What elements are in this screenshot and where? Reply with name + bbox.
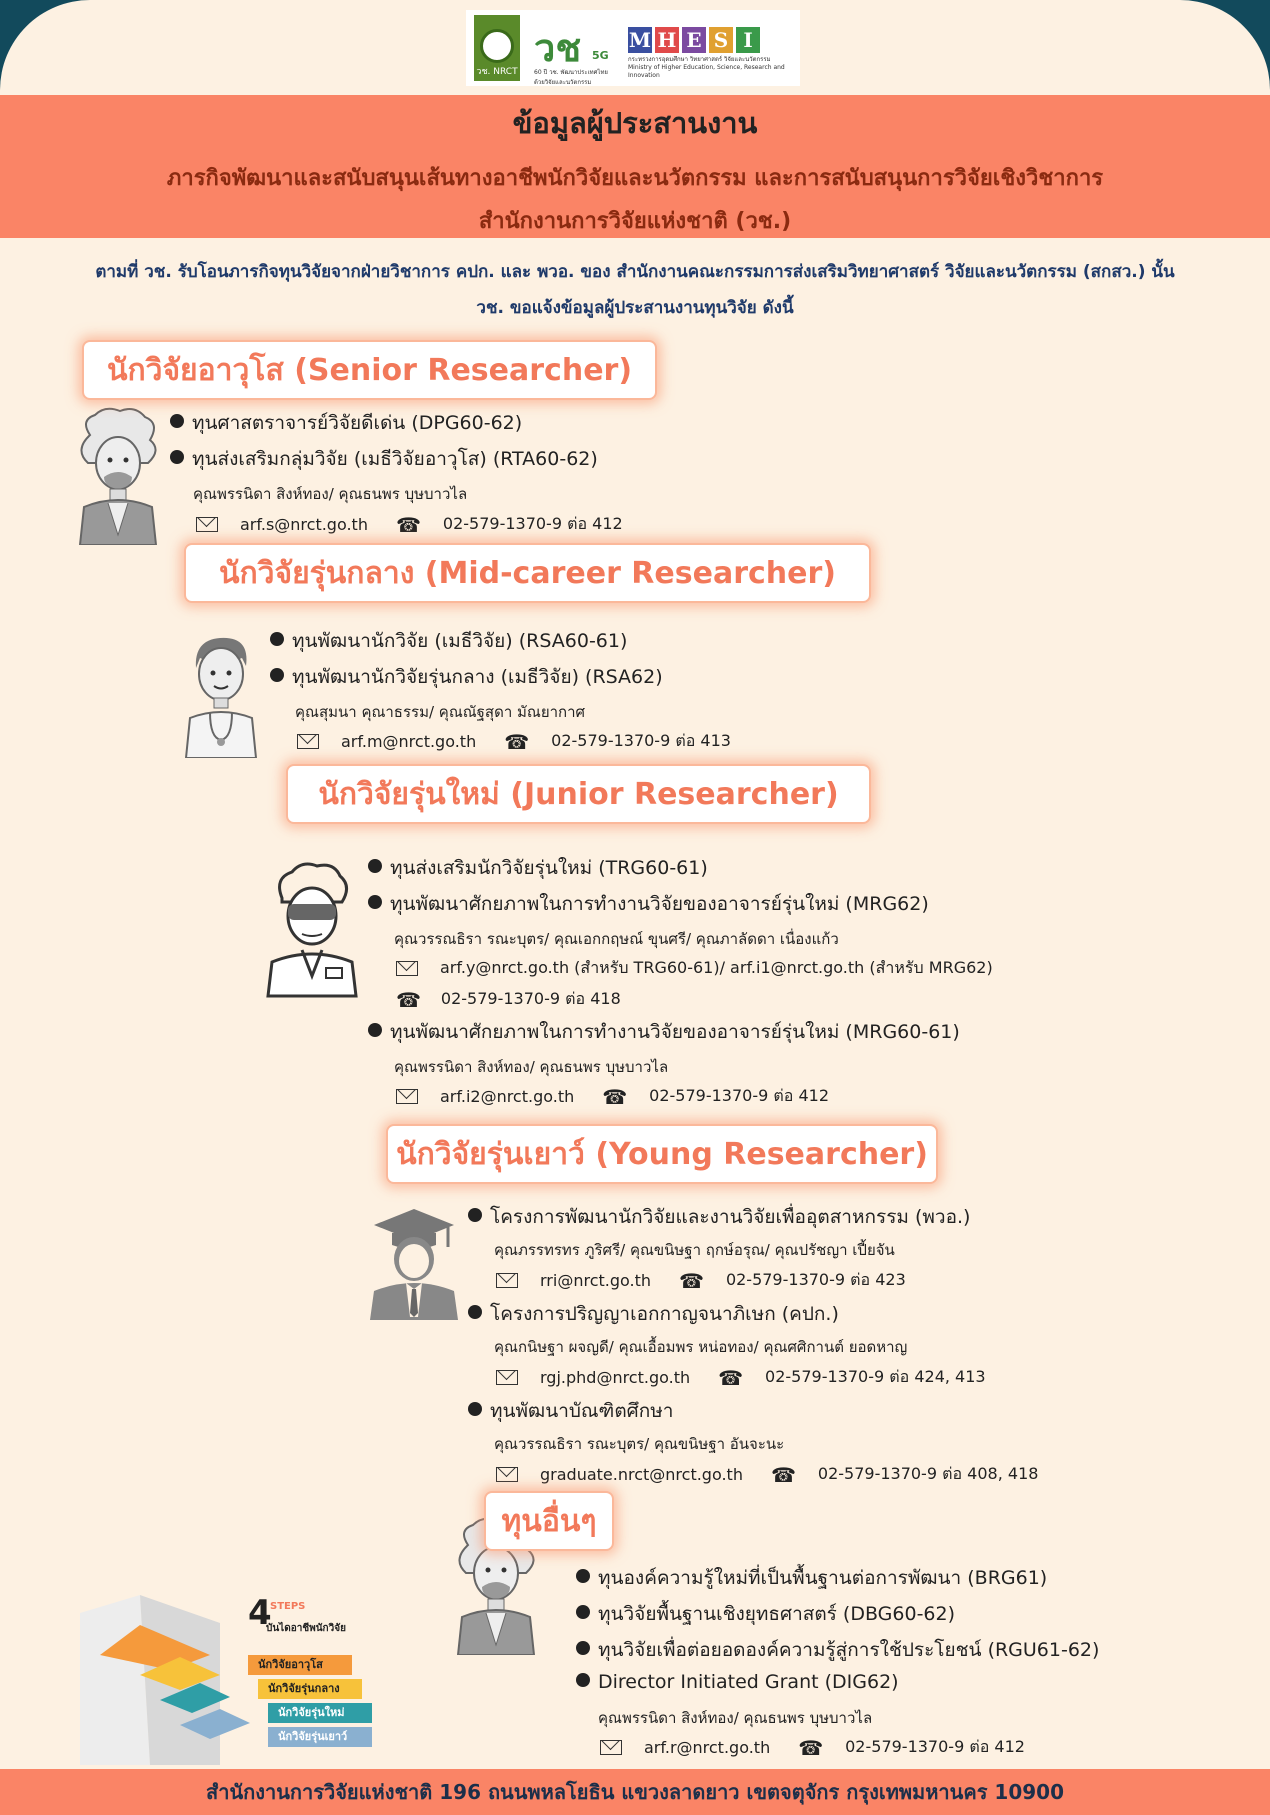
email-icon — [600, 1740, 622, 1755]
grant-item — [576, 1599, 955, 1629]
email-address[interactable]: arf.r@nrct.go.th — [644, 1738, 771, 1757]
nrct-logo — [472, 13, 522, 83]
mhesi-letter: E — [682, 27, 706, 53]
young-researcher-icon — [368, 1205, 460, 1320]
phone-number: 02-579-1370-9 ต่อ 413 — [551, 731, 731, 750]
junior-section-title: นักวิจัยรุ่นใหม่ (Junior Researcher) — [286, 764, 871, 824]
page-subtitle-agency: สำนักงานการวิจัยแห่งชาติ (วช.) — [478, 209, 792, 234]
steps-caption: บันไดอาชีพนักวิจัย — [266, 1623, 346, 1634]
coordinator-names: คุณสุมนา คุณาธรรม/ คุณณัฐสุดา มัณยากาศ — [295, 703, 586, 721]
step-senior: นักวิจัยอาวุโส — [248, 1655, 352, 1675]
grant-item — [270, 626, 627, 656]
phone-number: 02-579-1370-9 ต่อ 418 — [440, 989, 621, 1008]
phone-icon: ☎ — [770, 1462, 796, 1487]
step-mid: นักวิจัยรุ่นกลาง — [258, 1679, 362, 1699]
contact-row — [496, 1462, 1038, 1487]
mhesi-caption-th: กระทรวงการอุดมศึกษา วิทยาศาสตร์ วิจัยและนวัตกรรม — [628, 56, 771, 63]
phone-icon: ☎ — [798, 1735, 824, 1760]
phone-number: 02-579-1370-9 ต่อ 412 — [845, 1737, 1025, 1756]
junior-researcher-icon — [262, 858, 362, 998]
bullet-icon — [468, 1402, 482, 1416]
mhesi-logo — [628, 13, 788, 83]
intro-line: วช. ขอแจ้งข้อมูลผู้ประสานงานทุนวิจัย ดังนี้ — [476, 298, 794, 318]
grant-label: ทุนศาสตราจารย์วิจัยดีเด่น (DPG60-62) — [192, 412, 523, 434]
sixty-logo-mark-icon: วช — [534, 25, 582, 70]
coordinator-names: คุณพรรนิดา สิงห์ทอง/ คุณธนพร บุษบาวไล — [598, 1709, 873, 1727]
phone-number: 02-579-1370-9 ต่อ 412 — [442, 514, 623, 533]
email-icon — [396, 961, 418, 976]
phone-icon: ☎ — [718, 1365, 744, 1390]
phone-icon: ☎ — [396, 987, 421, 1012]
mhesi-letter: I — [736, 27, 760, 53]
nrct-seal-icon — [480, 29, 514, 63]
email-address[interactable]: arf.m@nrct.go.th — [341, 732, 477, 751]
contact-row — [396, 956, 993, 981]
grant-label: ทุนองค์ความรู้ใหม่ที่เป็นพื้นฐานต่อการพัฒนา (BRG61) — [598, 1567, 1048, 1589]
bullet-icon — [270, 632, 284, 646]
email-icon — [496, 1370, 518, 1385]
phone-icon: ☎ — [679, 1268, 704, 1293]
grant-label: โครงการพัฒนานักวิจัยและงานวิจัยเพื่ออุตสาหกรรม (พวอ.) — [490, 1206, 971, 1228]
bullet-icon — [368, 1023, 382, 1037]
phone-number: 02-579-1370-9 ต่อ 423 — [725, 1270, 906, 1289]
contact-row — [196, 512, 623, 537]
email-icon — [396, 1089, 418, 1104]
bullet-icon — [576, 1569, 590, 1583]
grant-label: ทุนพัฒนานักวิจัย (เมธีวิจัย) (RSA60-61) — [292, 630, 628, 652]
grant-label: ทุนวิจัยพื้นฐานเชิงยุทธศาสตร์ (DBG60-62) — [598, 1603, 956, 1625]
grant-label: ทุนพัฒนานักวิจัยรุ่นกลาง (เมธีวิจัย) (RSA62) — [292, 666, 663, 688]
page-subtitle: ภารกิจพัฒนาและสนับสนุนเส้นทางอาชีพนักวิจัยและนวัตกรรม และการสนับสนุนการวิจัยเชิงวิชาการ — [166, 166, 1104, 191]
coordinator-names: คุณพรรนิดา สิงห์ทอง/ คุณธนพร บุษบาวไล — [193, 485, 468, 503]
grant-item — [576, 1671, 899, 1693]
email-address[interactable]: rri@nrct.go.th — [540, 1271, 652, 1290]
mid-career-researcher-icon — [180, 628, 260, 758]
sixty-logo-5g: 5G — [592, 49, 609, 62]
phone-number: 02-579-1370-9 ต่อ 424, 413 — [765, 1367, 986, 1386]
footer-address: สำนักงานการวิจัยแห่งชาติ 196 ถนนพหลโยธิน แขวงลาดยาว เขตจตุจักร กรุงเทพมหานคร 10900 — [0, 1769, 1270, 1815]
mhesi-caption-en: Ministry of Higher Education, Science, Research and Innovation — [628, 64, 785, 79]
bullet-icon — [270, 668, 284, 682]
grant-label: ทุนส่งเสริมนักวิจัยรุ่นใหม่ (TRG60-61) — [390, 857, 708, 879]
steps-label: STEPS — [270, 1601, 306, 1612]
email-icon — [496, 1467, 518, 1482]
grant-item — [170, 408, 522, 438]
coordinator-names: คุณภรรทรทร ภูริศรี/ คุณขนิษฐา ฤกษ์อรุณ/ คุณปรัชญา เปี้ยจัน — [494, 1241, 895, 1259]
grant-label: โครงการปริญญาเอกกาญจนาภิเษก (คปก.) — [490, 1303, 839, 1325]
email-address[interactable]: rgj.phd@nrct.go.th — [540, 1368, 691, 1387]
contact-row — [496, 1268, 906, 1293]
grant-item — [270, 662, 663, 692]
sixty-years-logo — [530, 13, 620, 86]
coordinator-names: คุณวรรณธิรา รณะบุตร/ คุณเอกกฤษณ์ ขุนศรี/ คุณภาลัดดา เนื่องแก้ว — [394, 930, 839, 948]
senior-section-title: นักวิจัยอาวุโส (Senior Researcher) — [82, 340, 657, 400]
grant-item — [170, 444, 598, 474]
grant-item — [468, 1202, 970, 1232]
nrct-logo-text: วช. NRCT — [476, 67, 518, 77]
phone-icon: ☎ — [504, 729, 530, 754]
contact-row — [396, 1084, 829, 1109]
grant-item — [468, 1396, 673, 1426]
step-young: นักวิจัยรุ่นเยาว์ — [268, 1727, 372, 1747]
coordinator-names: คุณพรรนิดา สิงห์ทอง/ คุณธนพร บุษบาวไล — [394, 1058, 669, 1076]
email-icon — [297, 734, 319, 749]
grant-label: ทุนพัฒนาศักยภาพในการทำงานวิจัยของอาจารย์รุ่นใหม่ (MRG60-61) — [390, 1021, 960, 1043]
email-address[interactable]: arf.s@nrct.go.th — [240, 515, 368, 534]
bullet-icon — [576, 1641, 590, 1655]
email-icon — [496, 1273, 518, 1288]
grant-label: ทุนส่งเสริมกลุ่มวิจัย (เมธีวิจัยอาวุโส) (RTA60-62) — [192, 448, 598, 470]
mhesi-letter: M — [628, 28, 652, 52]
contact-row — [600, 1735, 1025, 1760]
coordinator-names: คุณวรรณธิรา รณะบุตร/ คุณขนิษฐา อันจะนะ — [494, 1435, 785, 1453]
grant-label: ทุนพัฒนาบัณฑิตศึกษา — [490, 1400, 674, 1422]
grant-label: ทุนวิจัยเพื่อต่อยอดองค์ความรู้สู่การใช้ประโยชน์ (RGU61-62) — [598, 1639, 1100, 1661]
intro-line: ตามที่ วช. รับโอนภารกิจทุนวิจัยจากฝ่ายวิชาการ คปก. และ พวอ. ของ สำนักงานคณะกรรมการส่งเสริมวิทยาศาสตร์ วิจัยและนวัตกรรม (สกสว.) นั้น — [95, 262, 1175, 282]
email-icon — [196, 517, 218, 532]
career-steps-graphic — [80, 1595, 376, 1765]
grant-item — [368, 1017, 960, 1047]
email-address[interactable]: arf.i2@nrct.go.th — [440, 1087, 575, 1106]
bullet-icon — [368, 895, 382, 909]
phone-number: 02-579-1370-9 ต่อ 412 — [649, 1086, 829, 1105]
phone-icon: ☎ — [602, 1084, 628, 1109]
grant-item — [368, 853, 708, 883]
bullet-icon — [170, 450, 184, 464]
steps-number: 4 — [248, 1593, 272, 1633]
bullet-icon — [368, 859, 382, 873]
logo-bar — [466, 10, 800, 86]
mhesi-letter: S — [709, 27, 733, 53]
bullet-icon — [468, 1208, 482, 1222]
email-address[interactable]: graduate.nrct@nrct.go.th — [540, 1465, 743, 1484]
senior-researcher-icon — [70, 405, 165, 545]
sixty-logo-caption: 60 ปี วช. พัฒนาประเทศไทย ด้วยวิจัยและนวัตกรรม — [534, 69, 608, 86]
grant-item — [468, 1299, 839, 1329]
bullet-icon — [468, 1305, 482, 1319]
contact-row — [297, 729, 731, 754]
young-section-title: นักวิจัยรุ่นเยาว์ (Young Researcher) — [386, 1124, 938, 1184]
bullet-icon — [576, 1605, 590, 1619]
email-address[interactable]: arf.y@nrct.go.th (สำหรับ TRG60-61)/ arf.i1@nrct.go.th (สำหรับ MRG62) — [440, 958, 993, 977]
bullet-icon — [170, 414, 184, 428]
phone-number: 02-579-1370-9 ต่อ 408, 418 — [817, 1464, 1039, 1483]
phone-icon: ☎ — [395, 512, 421, 537]
grant-label: ทุนพัฒนาศักยภาพในการทำงานวิจัยของอาจารย์รุ่นใหม่ (MRG62) — [390, 893, 929, 915]
mhesi-letter: H — [655, 27, 679, 53]
coordinator-names: คุณกนิษฐา ผจญดี/ คุณเอื้อมพร หน่อทอง/ คุณศศิกานต์ ยอดหาญ — [494, 1338, 908, 1356]
grant-label: Director Initiated Grant (DIG62) — [598, 1671, 899, 1693]
mid-career-section-title: นักวิจัยรุ่นกลาง (Mid-career Researcher) — [184, 543, 871, 603]
bullet-icon — [576, 1673, 590, 1687]
grant-item — [576, 1635, 1099, 1665]
grant-item — [368, 889, 929, 919]
step-junior: นักวิจัยรุ่นใหม่ — [268, 1703, 372, 1723]
contact-row — [396, 987, 621, 1012]
grant-item — [576, 1563, 1047, 1593]
page-title: ข้อมูลผู้ประสานงาน — [512, 106, 758, 140]
contact-row — [496, 1365, 986, 1390]
other-grants-section-title: ทุนอื่นๆ — [484, 1491, 614, 1551]
